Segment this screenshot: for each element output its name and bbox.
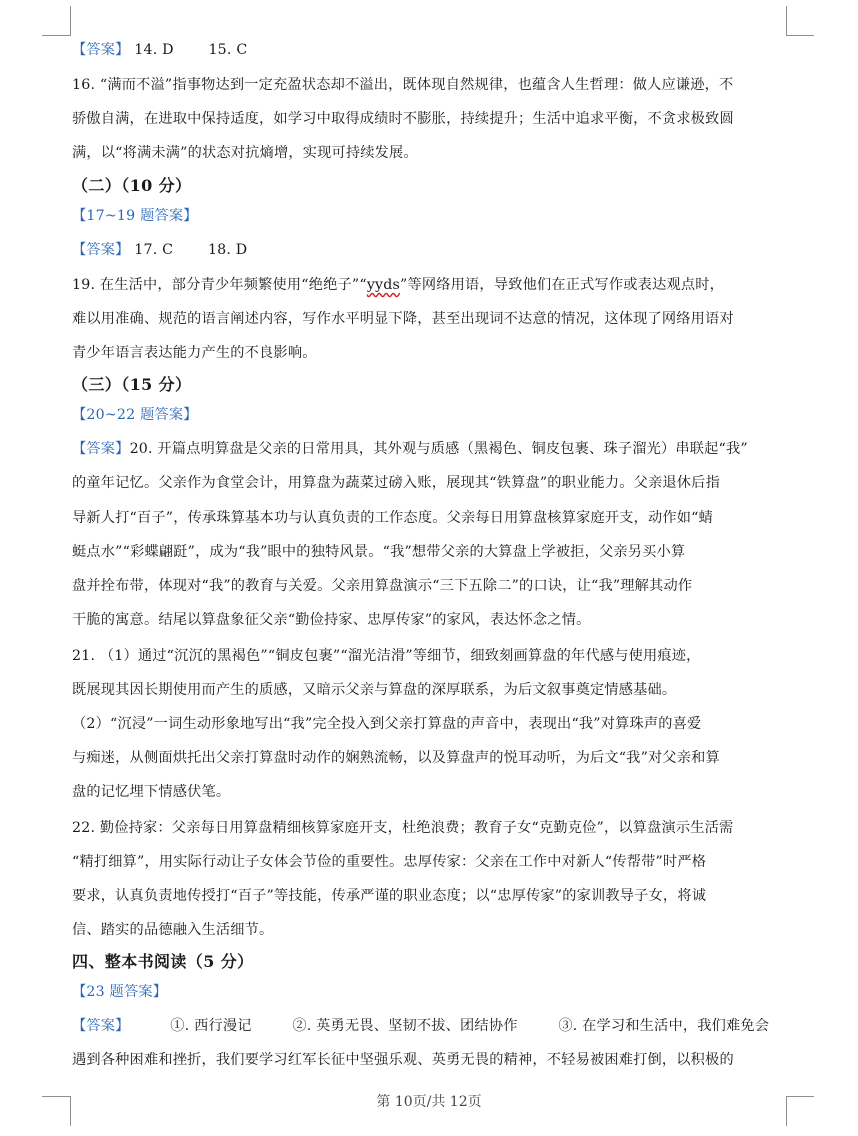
answer-14-15 [72,38,247,62]
answer-tag: 【答案】 [72,1018,130,1034]
q21-line-3: （2）“沉浸”一词生动形象地写出“我”完全投入到父亲打算盘的声音中，表现出“我”对算珠声的喜爱 [72,716,702,732]
section-2-answer-tag: 【17~19 题答案】 [72,208,198,224]
section-4-title: 四、整本书阅读（5 分） [72,952,254,971]
answer-tag: 【答案】 [72,441,130,457]
q19-line-2: 难以用准确、规范的语言阐述内容，写作水平明显下降，甚至出现词不达意的情况，这体现了网络用语对 [72,311,734,327]
q20-line-4: 蜓点水”“彩蝶翩跹”，成为“我”眼中的独特风景。“我”想带父亲的大算盘上学被拒，父亲另买小算 [72,544,686,560]
q22-line-1: 22. 勤俭持家：父亲每日用算盘精细核算家庭开支，杜绝浪费；教育子女“克勤克俭”，以算盘演示生活需 [72,820,734,836]
q16-line-1: 16. “满而不溢”指事物达到一定充盈状态却不溢出，既体现自然规律，也蕴含人生哲理：做人应谦逊，不 [72,77,734,93]
q21-line-2: 既展现其因长期使用而产生的质感，又暗示父亲与算盘的深厚联系，为后文叙事奠定情感基础。 [72,682,677,698]
answer-tag: 【答案】 [72,242,130,258]
q20-line-1-text: 20. 开篇点明算盘是父亲的日常用具，其外观与质感（黑褐色、铜皮包裹、珠子溜光）串联起“我” [129,441,748,457]
answer-17: 17. C [134,242,174,258]
q19-line-1 [72,273,724,297]
answer-tag: 【答案】 [72,42,130,58]
answer-18: 18. D [207,242,248,258]
q23-item-2: ②. 英勇无畏、坚韧不拔、团结协作 [292,1018,518,1034]
crop-mark-top-right-v [786,6,787,36]
q23-item-3: ③. 在学习和生活中，我们难免会 [558,1018,770,1034]
crop-mark-top-right-h [786,35,814,36]
page-number-footer: 第 10页/共 12页 [376,1094,482,1110]
q20-line-6: 干脆的寓意。结尾以算盘象征父亲“勤俭持家、忠厚传家”的家风，表达怀念之情。 [72,612,591,628]
q16-line-3: 满，以“将满未满”的状态对抗熵增，实现可持续发展。 [72,145,418,161]
q19-yyds: yyds [366,277,401,293]
q16-line-2: 骄傲自满，在进取中保持适度，如学习中取得成绩时不膨胀，持续提升；生活中追求平衡，不贪求极致圆 [72,111,734,127]
q20-line-2: 的童年记忆。父亲作为食堂会计，用算盘为蔬菜过磅入账，展现其“铁算盘”的职业能力。父亲退休后指 [72,475,720,491]
q20-line-1 [72,437,748,461]
q19-line-1-part-c: ”等网络用语，导致他们在正式写作或表达观点时， [400,277,725,293]
q20-line-3: 导新人打“百子”，传承珠算基本功与认真负责的工作态度。父亲每日用算盘核算家庭开支，动作如“蜻 [72,510,714,526]
q23-item-1: ①. 西行漫记 [170,1018,252,1034]
crop-mark-top-left-h [42,35,71,36]
answer-15: 15. C [208,42,248,58]
section-2-title: （二）（10 分） [72,176,192,195]
section-4-answer-tag: 【23 题答案】 [72,984,168,1000]
q23-line-2: 遇到各种困难和挫折，我们要学习红军长征中坚强乐观、英勇无畏的精神，不轻易被困难打倒，以积极的 [72,1052,734,1068]
q22-line-3: 要求，认真负责地传授打“百子”等技能，传承严谨的职业态度；以“忠厚传家”的家训教导子女，将诚 [72,888,707,904]
answer-14: 14. D [134,42,174,58]
q21-line-1: 21. （1）通过“沉沉的黑褐色”“铜皮包裹”“溜光洁滑”等细节，细致刻画算盘的年代感与使用痕迹， [72,648,701,664]
answer-17-18 [72,238,247,262]
q22-line-4: 信、踏实的品德融入生活细节。 [72,922,274,938]
section-3-title: （三）（15 分） [72,375,192,394]
q21-line-5: 盘的记忆埋下情感伏笔。 [72,784,231,800]
q23-line-1 [72,1014,769,1038]
q19-line-1-part-a: 19. 在生活中，部分青少年频繁使用“绝绝子”“ [72,277,367,293]
q21-line-4: 与痴迷，从侧面烘托出父亲打算盘时动作的娴熟流畅，以及算盘声的悦耳动听，为后文“我”对父亲和算 [72,750,720,766]
crop-mark-top-left-v [70,6,71,36]
q19-line-3: 青少年语言表达能力产生的不良影响。 [72,345,317,361]
section-3-answer-tag: 【20~22 题答案】 [72,407,198,423]
q20-line-5: 盘并拴布带，体现对“我”的教育与关爱。父亲用算盘演示“三下五除二”的口诀，让“我”理解其动作 [72,578,693,594]
q22-line-2: “精打细算”，用实际行动让子女体会节俭的重要性。忠厚传家：父亲在工作中对新人“传帮带”时严格 [72,854,707,870]
